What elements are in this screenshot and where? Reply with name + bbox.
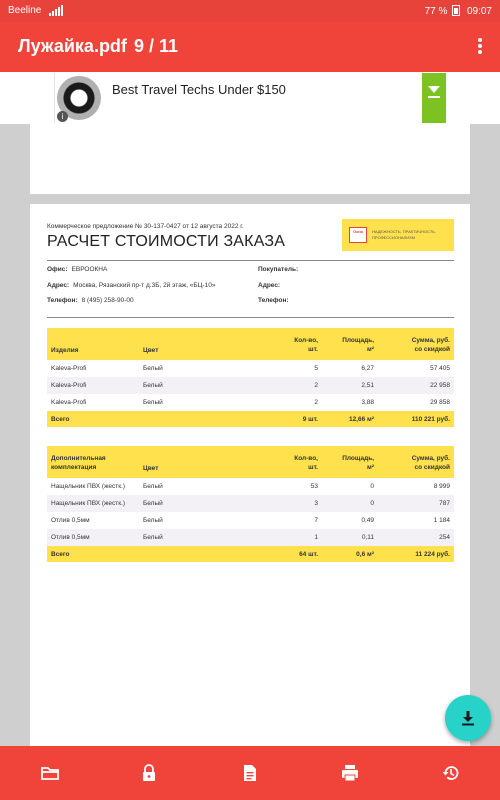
table-row: [47, 495, 454, 512]
table-row: [47, 529, 454, 546]
address-label: Адрес:: [47, 282, 70, 289]
header-area-l1: Площадь,: [342, 337, 374, 344]
lock-icon[interactable]: [139, 763, 159, 783]
cell-item: Нащельник ПВХ (жестк.): [51, 483, 126, 490]
cell-color: Белый: [143, 517, 163, 524]
office-label: Офис:: [47, 266, 68, 273]
header-qty-l2: шт.: [308, 346, 318, 353]
cell-qty: 5: [314, 365, 318, 372]
header-sum: [412, 336, 450, 354]
phone-label: Телефон:: [47, 297, 78, 304]
signal-icon: [49, 5, 63, 16]
header-color: Цвет: [143, 347, 159, 354]
header-qty: [294, 336, 318, 354]
header-qty-l1: Кол-во,: [294, 337, 318, 344]
app-bar: [0, 22, 500, 72]
doc-title: РАСЧЕТ СТОИМОСТИ ЗАКАЗА: [47, 233, 286, 250]
table-header: [47, 446, 454, 478]
total-label: Всего: [51, 551, 70, 558]
address-value: Москва, Рязанский пр-т д.3Б, 2й этаж, «БЦ-10»: [73, 282, 216, 289]
cell-area: 6,27: [361, 365, 374, 372]
cell-area: 0,11: [361, 534, 374, 541]
header-sum-l2: со скидкой: [414, 346, 450, 353]
cell-item: Отлив 0,5мм: [51, 534, 90, 541]
brand-banner: [342, 219, 454, 251]
header-accessories: [51, 454, 106, 472]
total-qty: 9 шт.: [302, 416, 318, 423]
previous-page: [30, 124, 470, 194]
cell-product: Kaleva-Profi: [51, 382, 87, 389]
chevron-down-icon: [428, 86, 440, 93]
current-page: [30, 204, 470, 746]
header-sum-l2: со скидкой: [414, 464, 450, 471]
cell-qty: 1: [314, 534, 318, 541]
ad-info-icon[interactable]: i: [57, 111, 68, 122]
office-row: [47, 266, 107, 273]
total-area: 0,6 м²: [356, 551, 374, 558]
cell-sum: 57 405: [430, 365, 450, 372]
buyer-phone-row: [258, 297, 293, 304]
download-button[interactable]: [445, 695, 491, 741]
print-icon[interactable]: [340, 763, 360, 783]
header-accessories-l2: комплектация: [51, 464, 97, 471]
header-sum-l1: Сумма, руб.: [411, 337, 450, 344]
cell-qty: 2: [314, 399, 318, 406]
cell-item: Нащельник ПВХ (жестк.): [51, 500, 126, 507]
cell-area: 2,51: [361, 382, 374, 389]
brand-logo: Окна: [349, 227, 367, 243]
cell-color: Белый: [143, 534, 163, 541]
download-icon: [458, 708, 478, 728]
total-label: Всего: [51, 416, 70, 423]
header-area-l2: м²: [367, 464, 374, 471]
phone-row: [47, 297, 134, 304]
cell-area: 3,88: [361, 399, 374, 406]
header-area-l1: Площадь,: [342, 455, 374, 462]
clock: 09:07: [466, 6, 492, 17]
header-area: [342, 336, 374, 354]
table-row: [47, 478, 454, 495]
total-area: 12,66 м²: [348, 416, 374, 423]
document-title: Лужайка.pdf: [18, 36, 127, 56]
cell-qty: 7: [314, 517, 318, 524]
header-sum-l1: Сумма, руб.: [411, 455, 450, 462]
cell-color: Белый: [143, 399, 163, 406]
table-row: [47, 360, 454, 377]
table-row: [47, 377, 454, 394]
divider: [47, 317, 454, 318]
office-value: ЕВРООКНА: [71, 266, 108, 273]
download-bar: [428, 96, 440, 98]
header-products: Изделия: [51, 347, 79, 354]
more-options-icon[interactable]: [478, 38, 482, 54]
bottom-toolbar: [0, 746, 500, 800]
buyer-label: Покупатель:: [258, 266, 299, 273]
battery-icon: [452, 5, 460, 16]
total-qty: 64 шт.: [299, 551, 318, 558]
cell-color: Белый: [143, 365, 163, 372]
cell-sum: 1 184: [433, 517, 450, 524]
table-header: [47, 328, 454, 360]
ad-download-button[interactable]: [422, 73, 446, 123]
phone-value: 8 (495) 258-90-00: [81, 297, 134, 304]
cell-qty: 2: [314, 382, 318, 389]
header-accessories-l1: Дополнительная: [51, 455, 106, 462]
ad-title[interactable]: Best Travel Techs Under $150: [112, 82, 286, 97]
table-total-row: [47, 411, 454, 427]
cell-product: Kaleva-Profi: [51, 365, 87, 372]
pdf-viewer[interactable]: [0, 124, 500, 746]
page-indicator: 9 / 11: [134, 36, 179, 56]
divider: [47, 260, 454, 261]
cell-item: Отлив 0,5мм: [51, 517, 90, 524]
cell-product: Kaleva-Profi: [51, 399, 87, 406]
buyer-row: [258, 266, 302, 273]
doc-subtitle: Коммерческое предложение № 30-137-0427 от 12 августа 2022 г.: [47, 223, 244, 230]
address-row: [47, 282, 215, 289]
products-table: [47, 328, 454, 427]
cell-qty: 3: [314, 500, 318, 507]
ad-strip: [0, 72, 500, 124]
history-icon[interactable]: [441, 763, 461, 783]
cell-color: Белый: [143, 500, 163, 507]
header-qty-l1: Кол-во,: [294, 455, 318, 462]
cell-area: 0: [370, 483, 374, 490]
folder-icon[interactable]: [40, 763, 60, 783]
header-qty: [294, 454, 318, 472]
cell-sum: 29 858: [430, 399, 450, 406]
cell-sum: 22 958: [430, 382, 450, 389]
cell-color: Белый: [143, 483, 163, 490]
header-color: Цвет: [143, 465, 159, 472]
cell-qty: 53: [310, 483, 318, 490]
table-row: [47, 512, 454, 529]
status-right: [425, 5, 492, 17]
status-bar: [0, 0, 500, 22]
buyer-phone-label: Телефон:: [258, 297, 289, 304]
cell-area: 0: [370, 500, 374, 507]
buyer-address-label: Адрес:: [258, 282, 281, 289]
buyer-address-row: [258, 282, 284, 289]
cell-sum: 8 999: [433, 483, 450, 490]
battery-percent: 77 %: [424, 6, 448, 17]
cell-area: 0,49: [361, 517, 374, 524]
ad-banner[interactable]: [54, 73, 446, 123]
header-qty-l2: шт.: [308, 464, 318, 471]
total-sum: 11 224 руб.: [415, 551, 450, 558]
cell-sum: 787: [439, 500, 450, 507]
header-area: [342, 454, 374, 472]
cell-sum: 254: [439, 534, 450, 541]
table-row: [47, 394, 454, 411]
header-area-l2: м²: [367, 346, 374, 353]
cell-color: Белый: [143, 382, 163, 389]
header-sum: [412, 454, 450, 472]
document-icon[interactable]: [240, 763, 260, 783]
table-total-row: [47, 546, 454, 562]
carrier-name: Beeline: [8, 5, 42, 16]
total-sum: 110 221 руб.: [411, 416, 450, 423]
accessories-table: [47, 446, 454, 562]
brand-slogan: НАДЕЖНОСТЬ. ПРАКТИЧНОСТЬ. ПРОФЕССИОНАЛИЗМ: [372, 229, 436, 240]
